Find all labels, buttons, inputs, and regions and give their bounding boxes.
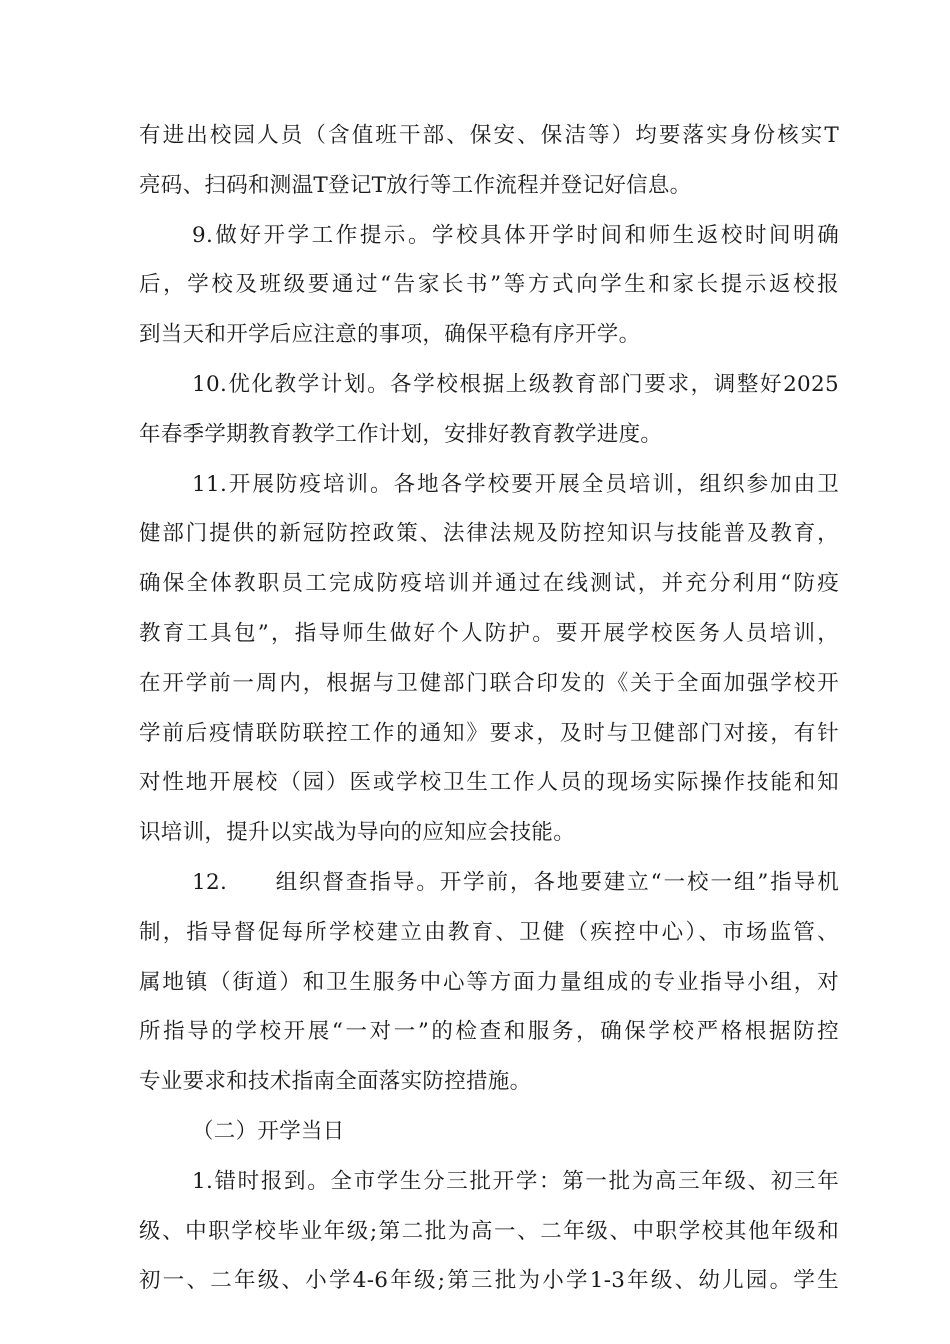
text-line: 所指导的学校开展“一对一”的检查和服务，确保学校严格根据防控 <box>139 1019 839 1045</box>
text-line: 有进出校园人员（含值班干部、保安、保洁等）均要落实身份核实T <box>139 123 839 148</box>
text-line: 9.做好开学工作提示。学校具体开学时间和师生返校时间明确 <box>192 222 839 248</box>
text-line: 初一、二年级、小学4-6年级;第三批为小学1-3年级、幼儿园。学生 <box>139 1268 839 1294</box>
text-line: 健部门提供的新冠防控政策、法律法规及防控知识与技能普及教育， <box>139 521 839 547</box>
text-line: 11.开展防疫培训。各地各学校要开展全员培训，组织参加由卫 <box>192 471 839 497</box>
text-line: 10.优化教学计划。各学校根据上级教育部门要求，调整好2025 <box>192 371 839 397</box>
text-line: 12. 组织督查指导。开学前，各地要建立“一校一组”指导机 <box>192 869 839 895</box>
text-line: 教育工具包”，指导师生做好个人防护。要开展学校医务人员培训， <box>139 620 839 646</box>
text-line: 1.错时报到。全市学生分三批开学：第一批为高三年级、初三年 <box>192 1168 839 1194</box>
text-line: 级、中职学校毕业年级;第二批为高一、二年级、中职学校其他年级和 <box>139 1218 839 1244</box>
text-line: 年春季学期教育教学工作计划，安排好教育教学进度。 <box>139 421 663 447</box>
text-line: 专业要求和技术指南全面落实防控措施。 <box>139 1069 532 1095</box>
text-line: 亮码、扫码和测温T登记T放行等工作流程并登记好信息。 <box>139 172 692 198</box>
text-line: 在开学前一周内，根据与卫健部门联合印发的《关于全面加强学校开 <box>139 670 839 696</box>
text-line: （二）开学当日 <box>192 1118 345 1144</box>
text-line: 识培训，提升以实战为导向的应知应会技能。 <box>139 820 576 846</box>
text-line: 后，学校及班级要通过“告家长书”等方式向学生和家长提示返校报 <box>139 272 839 298</box>
document-body <box>139 124 839 1319</box>
text-line: 确保全体教职员工完成防疫培训并通过在线测试，并充分利用“防疫 <box>139 571 839 597</box>
text-line: 学前后疫情联防联控工作的通知》要求，及时与卫健部门对接，有针 <box>139 720 839 746</box>
text-line: 对性地开展校（园）医或学校卫生工作人员的现场实际操作技能和知 <box>139 770 839 796</box>
text-line: 属地镇（街道）和卫生服务中心等方面力量组成的专业指导小组，对 <box>139 969 839 995</box>
text-line: 制，指导督促每所学校建立由教育、卫健（疾控中心）、市场监管、 <box>139 919 839 945</box>
text-line: 到当天和开学后应注意的事项，确保平稳有序开学。 <box>139 322 641 348</box>
